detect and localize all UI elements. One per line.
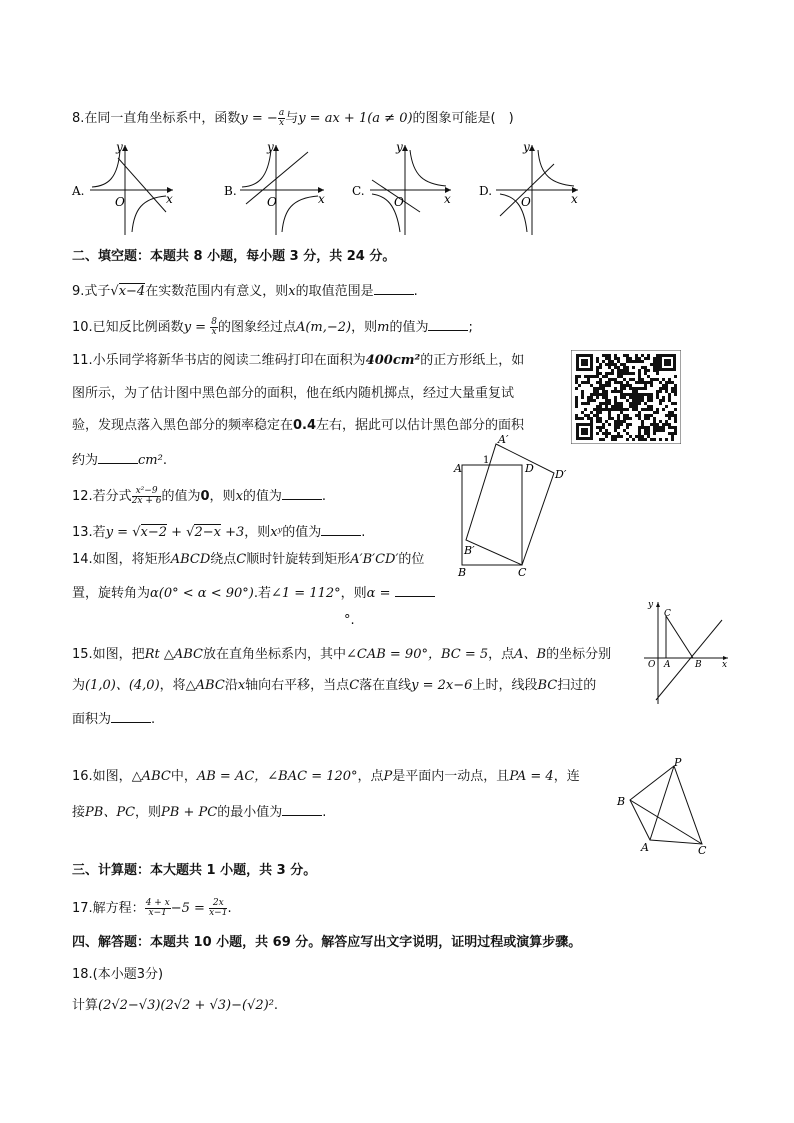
svg-text:y: y — [648, 600, 654, 610]
q12: 12.若分式 $\frac{\text{x²−9}}{2x + 6}$ 的值为0，则x的值为 . — [72, 486, 327, 506]
q16-answer-blank[interactable] — [282, 801, 322, 816]
qr-code-image — [571, 350, 681, 444]
q8-fraction: $\frac{a}{x}$ — [278, 108, 285, 128]
q11-line2: 图所示，为了估计图中黑色部分的面积，他在纸内随机掷点，经过大量重复试 — [72, 386, 515, 401]
svg-text:D.: D. — [479, 184, 493, 198]
q18-body: 计算(2√2−√3)(2√2 + √3)−(√2)². — [72, 998, 279, 1013]
svg-text:O: O — [521, 195, 531, 209]
svg-text:O: O — [394, 195, 404, 209]
svg-text:x: x — [444, 192, 451, 206]
q14-line2: 置，旋转角为α(0° < α < 90°).若∠1 = 112°，则α = — [72, 582, 435, 603]
q8-stem: 8.在同一直角坐标系中，函数y = − $\frac{a}{x}$ 与y = ax + 1(a ≠ 0)的图象可能是( ) — [72, 108, 514, 128]
section-2-heading: 二、填空题：本题共 8 小题，每小题 3 分，共 24 分。 — [72, 249, 396, 264]
section-3-heading: 三、计算题：本大题共 1 小题，共 3 分。 — [72, 863, 317, 878]
q15-figure — [642, 596, 732, 706]
q11-line1: 11.小乐同学将新华书店的阅读二维码打印在面积为400cm²的正方形纸上，如 — [72, 353, 525, 368]
q9: 9.式子√x−4在实数范围内有意义，则x的取值范围是 . — [72, 280, 418, 301]
q13-answer-blank[interactable] — [321, 521, 361, 536]
q8-options-figure — [68, 140, 588, 240]
svg-text:y: y — [116, 140, 123, 154]
svg-text:B: B — [458, 566, 467, 579]
q16-line2: 接PB、PC，则PB + PC的最小值为 . — [72, 801, 326, 822]
q15-line1: 15.如图，把Rt △ABC放在直角坐标系内，其中∠CAB = 90°，BC = 5，点A、B的坐标分别 — [72, 647, 612, 662]
svg-text:B.: B. — [224, 184, 237, 198]
q14-degree-mark: °. — [344, 613, 355, 628]
q16-line1: 16.如图，△ABC中，AB = AC，∠BAC = 120°，点P是平面内一动点，且PA = 4，连 — [72, 769, 580, 784]
q11-answer-blank[interactable] — [98, 449, 138, 464]
q15-line2: 为(1,0)、(4,0)，将△ABC沿x轴向右平移，当点C落在直线y = 2x−6上时，线段BC扫过的 — [72, 678, 597, 693]
svg-text:x: x — [318, 192, 325, 206]
svg-text:B: B — [695, 660, 702, 670]
svg-text:P: P — [674, 756, 682, 769]
q10-answer-blank[interactable] — [428, 316, 468, 331]
svg-text:A′: A′ — [498, 433, 509, 446]
q8-option-c — [352, 140, 451, 235]
q16-figure — [612, 756, 712, 860]
svg-text:A: A — [454, 462, 462, 475]
section-4-heading: 四、解答题：本题共 10 小题，共 69 分。解答应写出文字说明，证明过程或演算步骤。 — [72, 935, 582, 950]
svg-text:x: x — [571, 192, 578, 206]
q14-figure — [450, 430, 580, 580]
svg-text:D: D — [525, 462, 534, 475]
q15-line3: 面积为 . — [72, 708, 155, 729]
svg-text:1: 1 — [483, 455, 490, 466]
svg-text:C.: C. — [352, 184, 365, 198]
q8-option-a — [71, 140, 173, 235]
q18-header: 18.(本小题3分) — [72, 967, 164, 982]
svg-text:A: A — [664, 660, 671, 670]
q12-answer-blank[interactable] — [282, 485, 322, 500]
q14-answer-blank[interactable] — [395, 582, 435, 597]
svg-text:D′: D′ — [555, 468, 567, 481]
svg-text:x: x — [722, 660, 728, 670]
svg-text:O: O — [115, 195, 125, 209]
svg-text:B: B — [617, 795, 626, 808]
svg-text:O: O — [648, 660, 656, 670]
svg-text:y: y — [396, 140, 403, 154]
svg-text:C: C — [518, 566, 527, 579]
q8-option-d — [479, 140, 578, 235]
q14-line1: 14.如图，将矩形ABCD绕点C顺时针旋转到矩形A′B′CD′的位 — [72, 552, 425, 567]
svg-text:y: y — [523, 140, 530, 154]
svg-text:B′: B′ — [464, 544, 475, 557]
svg-text:y: y — [267, 140, 274, 154]
q13: 13.若y = √x−2 + √2−x +3，则xʸ的值为 . — [72, 521, 365, 542]
q15-answer-blank[interactable] — [111, 708, 151, 723]
svg-text:O: O — [267, 195, 277, 209]
svg-text:x: x — [166, 192, 173, 206]
svg-text:A: A — [641, 841, 649, 854]
q9-answer-blank[interactable] — [374, 280, 414, 295]
svg-text:C: C — [664, 609, 671, 619]
q11-line4: 约为 cm². — [72, 449, 167, 470]
q17: 17.解方程： $\frac{4 + x}{x-1}$ −5 = $\frac{2x}{x-1}$ . — [72, 898, 232, 918]
q8-option-b — [224, 140, 325, 235]
q11-line3: 验，发现点落入黑色部分的频率稳定在0.4左右，据此可以估计黑色部分的面积 — [72, 418, 525, 433]
svg-text:C: C — [698, 844, 707, 857]
q10: 10.已知反比例函数y = $\frac{8}{x}$ 的图象经过点A(m,−2)，则m的值为 ; — [72, 317, 473, 337]
svg-text:A.: A. — [72, 184, 85, 198]
